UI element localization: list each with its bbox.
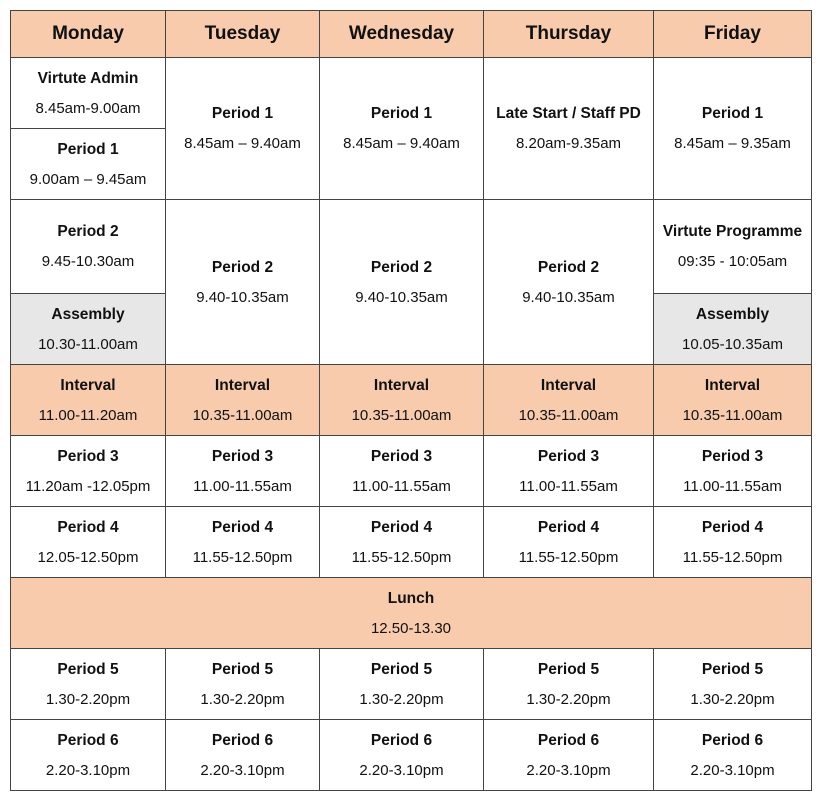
block2-row-a: [11, 200, 812, 294]
cell-label: Period 3: [57, 447, 119, 465]
cell-time: 2.20-3.10pm: [359, 761, 444, 779]
cell-mon-virtute-admin: [11, 58, 166, 129]
cell-label: Period 3: [370, 447, 433, 465]
cell-time: 11.00-11.20am: [38, 406, 138, 424]
cell-time: 11.00-11.55am: [519, 477, 618, 495]
cell-label: Assembly: [695, 305, 770, 323]
cell-mon-interval: [11, 365, 166, 436]
cell-time: 9.40-10.35am: [522, 288, 615, 306]
cell-time: 10.30-11.00am: [38, 335, 138, 353]
header-thursday: Thursday: [484, 11, 654, 58]
cell-label: Period 6: [537, 731, 600, 749]
cell-fri-period6: [654, 720, 812, 791]
cell-wed-period3: [320, 436, 484, 507]
cell-label: Period 5: [370, 660, 433, 678]
cell-mon-period3: [11, 436, 166, 507]
cell-label: Period 2: [537, 258, 600, 276]
cell-label: Assembly: [51, 305, 125, 323]
cell-label: Interval: [373, 376, 430, 394]
cell-wed-period1: [320, 58, 484, 200]
cell-time: 8.20am-9.35am: [515, 135, 622, 152]
cell-wed-period2: [320, 200, 484, 365]
cell-time: 10.35-11.00am: [192, 406, 293, 424]
interval-row: [11, 365, 812, 436]
cell-fri-interval: [654, 365, 812, 436]
header-monday: Monday: [11, 11, 166, 58]
cell-label: Interval: [704, 376, 761, 394]
cell-label: Period 5: [701, 660, 764, 678]
cell-tue-period2: [166, 200, 320, 365]
cell-wed-period6: [320, 720, 484, 791]
cell-time: 8.45am – 9.35am: [674, 135, 791, 152]
cell-time: 8.45am – 9.40am: [343, 135, 460, 152]
cell-time: 9.00am – 9.45am: [29, 170, 147, 188]
period5-row: [11, 649, 812, 720]
cell-label: Period 2: [57, 223, 119, 240]
cell-fri-virtute-programme: [654, 200, 812, 294]
cell-time: 12.50-13.30: [370, 619, 452, 637]
cell-time: 2.20-3.10pm: [526, 761, 611, 779]
cell-time: 12.05-12.50pm: [37, 548, 139, 566]
timetable: [10, 10, 812, 791]
cell-fri-period3: [654, 436, 812, 507]
cell-time: 9.45-10.30am: [41, 253, 135, 270]
cell-label: Period 3: [537, 447, 600, 465]
cell-label: Period 5: [211, 660, 274, 678]
cell-time: 11.55-12.50pm: [518, 548, 619, 566]
period4-row: [11, 507, 812, 578]
cell-label: Period 4: [370, 518, 433, 536]
cell-thu-late-start: [484, 58, 654, 200]
cell-time: 11.20am -12.05pm: [25, 477, 151, 495]
cell-label: Lunch: [387, 589, 435, 607]
cell-time: 10.35-11.00am: [518, 406, 619, 424]
cell-time: 10.35-11.00am: [682, 406, 783, 424]
cell-tue-period4: [166, 507, 320, 578]
cell-time: 8.45am-9.00am: [35, 99, 141, 117]
cell-mon-period2: [11, 200, 166, 294]
cell-mon-period1: [11, 129, 166, 200]
cell-label: Period 2: [370, 258, 433, 276]
cell-label: Period 1: [370, 105, 433, 122]
cell-label: Late Start / Staff PD: [496, 105, 641, 122]
cell-time: 11.00-11.55am: [193, 477, 292, 495]
period6-row: [11, 720, 812, 791]
cell-time: 2.20-3.10pm: [45, 761, 131, 779]
cell-time: 10.05-10.35am: [682, 335, 783, 353]
cell-time: 11.00-11.55am: [683, 477, 782, 495]
cell-label: Period 1: [211, 105, 274, 122]
cell-label: Period 1: [57, 140, 119, 158]
cell-label: Period 5: [57, 660, 119, 678]
cell-thu-period5: [484, 649, 654, 720]
cell-fri-period5: [654, 649, 812, 720]
cell-time: 11.00-11.55am: [352, 477, 451, 495]
cell-label: Period 3: [211, 447, 274, 465]
cell-label: Period 1: [701, 105, 764, 122]
cell-label: Period 6: [57, 731, 119, 749]
cell-label: Period 2: [211, 258, 274, 276]
header-row: [11, 11, 812, 58]
cell-label: Period 4: [57, 518, 119, 536]
header-tuesday: Tuesday: [166, 11, 320, 58]
cell-fri-assembly: [654, 294, 812, 365]
cell-tue-period1: [166, 58, 320, 200]
cell-mon-assembly: [11, 294, 166, 365]
header-wednesday: Wednesday: [320, 11, 484, 58]
cell-thu-interval: [484, 365, 654, 436]
header-friday: Friday: [654, 11, 812, 58]
cell-label: Virtute Admin: [37, 69, 139, 87]
cell-time: 09:35 - 10:05am: [677, 253, 788, 270]
cell-time: 1.30-2.20pm: [45, 690, 131, 708]
cell-time: 2.20-3.10pm: [200, 761, 285, 779]
cell-time: 11.55-12.50pm: [351, 548, 452, 566]
cell-label: Period 3: [701, 447, 764, 465]
cell-time: 11.55-12.50pm: [192, 548, 293, 566]
cell-label: Interval: [214, 376, 271, 394]
cell-label: Period 6: [211, 731, 274, 749]
cell-time: 10.35-11.00am: [351, 406, 452, 424]
period3-row: [11, 436, 812, 507]
cell-wed-period4: [320, 507, 484, 578]
lunch-row: [11, 578, 812, 649]
cell-wed-period5: [320, 649, 484, 720]
cell-mon-period6: [11, 720, 166, 791]
cell-wed-interval: [320, 365, 484, 436]
cell-time: 1.30-2.20pm: [690, 690, 775, 708]
cell-label: Interval: [60, 376, 116, 394]
cell-time: 11.55-12.50pm: [682, 548, 783, 566]
cell-label: Period 4: [537, 518, 600, 536]
cell-mon-period5: [11, 649, 166, 720]
cell-thu-period4: [484, 507, 654, 578]
cell-label: Period 4: [211, 518, 274, 536]
cell-fri-period1: [654, 58, 812, 200]
cell-time: 9.40-10.35am: [355, 288, 448, 306]
cell-label: Interval: [540, 376, 597, 394]
block1-row-a: [11, 58, 812, 129]
cell-time: 1.30-2.20pm: [200, 690, 285, 708]
cell-thu-period6: [484, 720, 654, 791]
cell-time: 9.40-10.35am: [196, 288, 289, 306]
cell-thu-period3: [484, 436, 654, 507]
cell-label: Period 6: [370, 731, 433, 749]
cell-time: 1.30-2.20pm: [359, 690, 444, 708]
cell-label: Virtute Programme: [662, 223, 803, 240]
cell-lunch: [11, 578, 812, 649]
cell-thu-period2: [484, 200, 654, 365]
cell-label: Period 5: [537, 660, 600, 678]
cell-tue-period3: [166, 436, 320, 507]
cell-tue-period6: [166, 720, 320, 791]
cell-mon-period4: [11, 507, 166, 578]
cell-label: Period 4: [701, 518, 764, 536]
cell-label: Period 6: [701, 731, 764, 749]
cell-time: 2.20-3.10pm: [690, 761, 775, 779]
cell-tue-interval: [166, 365, 320, 436]
cell-time: 8.45am – 9.40am: [184, 135, 301, 152]
cell-time: 1.30-2.20pm: [526, 690, 611, 708]
cell-tue-period5: [166, 649, 320, 720]
cell-fri-period4: [654, 507, 812, 578]
